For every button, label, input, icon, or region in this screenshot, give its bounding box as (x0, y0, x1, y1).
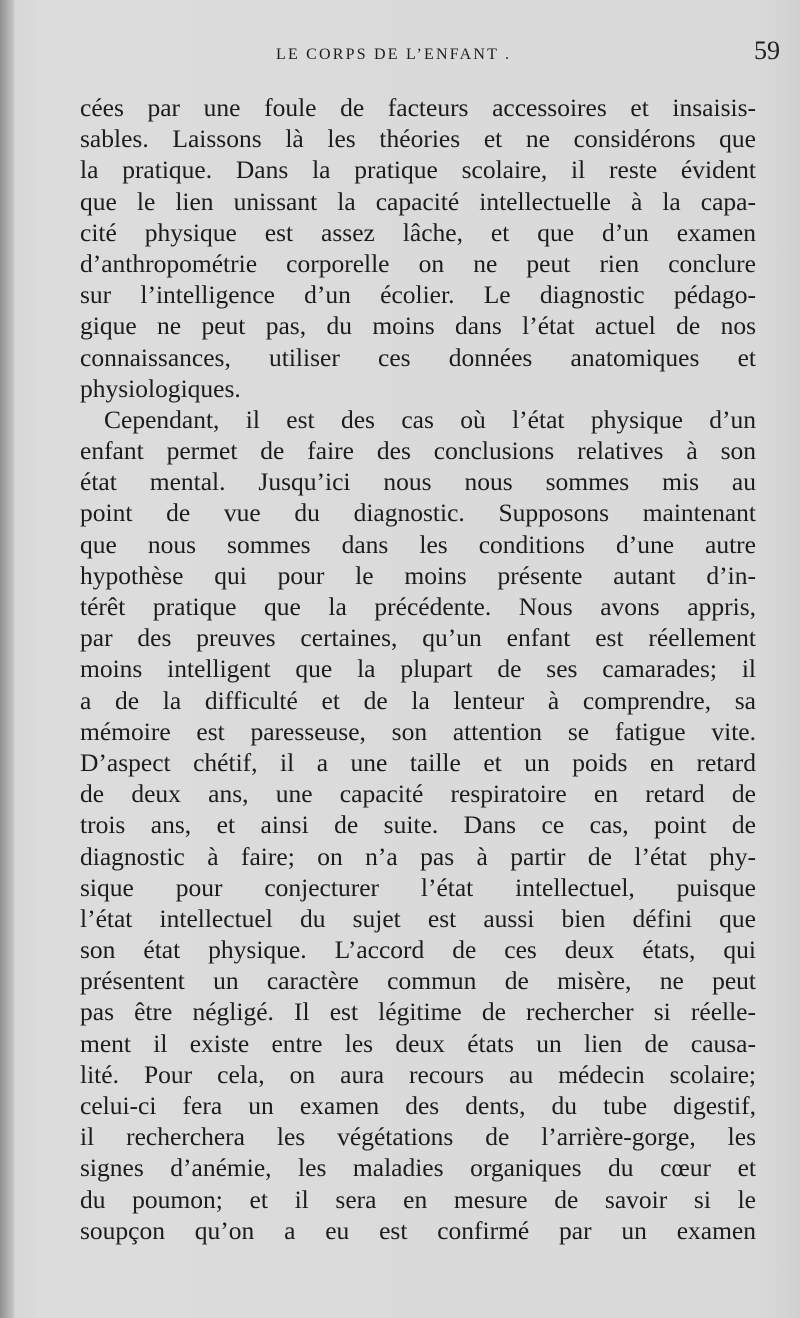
text-line: enfant permet de faire des conclusions relatives à son (80, 436, 756, 466)
text-line: point de vue du diagnostic. Supposons maintenant (80, 498, 756, 528)
text-line: mémoire est paresseuse, son attention se fatigue vite. (80, 716, 756, 746)
text-line: lité. Pour cela, on aura recours au médecin scolaire; (80, 1059, 756, 1089)
text-line: état mental. Jusqu’ici nous nous sommes mis au (80, 467, 756, 497)
text-line: hypothèse qui pour le moins présente autant d’in- (80, 560, 756, 590)
text-line: moins intelligent que la plupart de ses camarades; il (80, 654, 756, 684)
text-line: celui-ci fera un examen des dents, du tube digestif, (80, 1091, 756, 1120)
text-line: soupçon qu’on a eu est confirmé par un examen (80, 1215, 756, 1245)
text-line: cées par une foule de facteurs accessoires et insaisis- (80, 93, 756, 122)
text-line: du poumon; et il sera en mesure de savoir si le (80, 1184, 756, 1214)
text-line: trois ans, et ainsi de suite. Dans ce cas, point de (80, 810, 756, 840)
text-line: d’anthropométrie corporelle on ne peut rien conclure (80, 248, 756, 278)
text-line: diagnostic à faire; on n’a pas à partir de l’état phy- (80, 841, 756, 871)
text-line: pas être négligé. Il est légitime de rechercher si réelle- (80, 997, 756, 1027)
text-line: que nous sommes dans les conditions d’une autre (80, 529, 756, 559)
text-line: connaissances, utiliser ces données anatomiques et (80, 342, 756, 372)
text-line: a de la difficulté et de la lenteur à comprendre, sa (80, 685, 756, 715)
text-line: térêt pratique que la précédente. Nous avons appris, (80, 592, 756, 621)
text-line: sables. Laissons là les théories et ne considérons que (80, 124, 756, 154)
body-text (80, 92, 756, 1246)
text-line: que le lien unissant la capacité intellectuelle à la capa- (80, 186, 756, 216)
text-line: la pratique. Dans la pratique scolaire, il reste évident (80, 155, 756, 185)
text-line: de deux ans, une capacité respiratoire en retard de (80, 779, 756, 809)
page-number: 59 (754, 36, 780, 65)
text-line: l’état intellectuel du sujet est aussi bien défini que (80, 903, 756, 933)
text-line: sique pour conjecturer l’état intellectuel, puisque (80, 872, 756, 902)
page-header (80, 36, 780, 76)
text-line: il recherchera les végétations de l’arrière-gorge, les (80, 1122, 756, 1152)
text-line: signes d’anémie, les maladies organiques du cœur et (80, 1153, 756, 1183)
text-line: cité physique est assez lâche, et que d’un examen (80, 217, 756, 247)
text-line: gique ne peut pas, du moins dans l’état actuel de nos (80, 311, 756, 341)
text-line: ment il existe entre les deux états un lien de causa- (80, 1028, 756, 1058)
text-line-paragraph-end: physiologiques. (80, 373, 241, 403)
running-head: LE CORPS DE L’ENFANT . (276, 46, 512, 63)
text-line: par des preuves certaines, qu’un enfant est réellement (80, 623, 756, 653)
binding-gutter-shadow (0, 0, 14, 1318)
text-line: son état physique. L’accord de ces deux états, qui (80, 935, 756, 965)
text-line-paragraph-start: Cependant, il est des cas où l’état physique d’un (104, 404, 756, 434)
text-line: sur l’intelligence d’un écolier. Le diagnostic pédago- (80, 280, 756, 310)
text-line: présentent un caractère commun de misère, ne peut (80, 966, 756, 996)
text-line: D’aspect chétif, il a une taille et un poids en retard (80, 747, 756, 777)
